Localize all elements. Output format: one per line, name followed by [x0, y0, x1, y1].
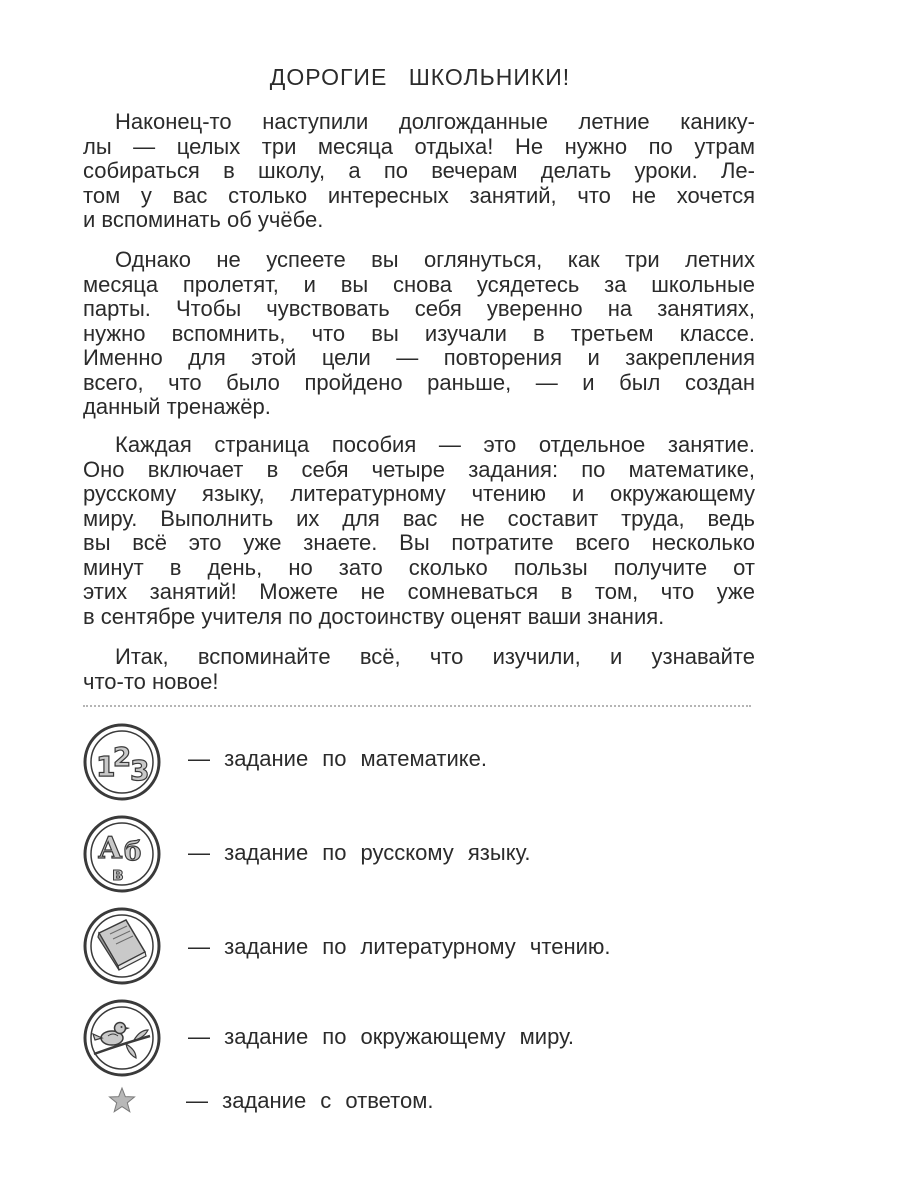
text-line: и вспоминать об учёбе. — [83, 207, 324, 232]
star-icon — [108, 1086, 136, 1114]
text-line: этих занятий! Можете не сомневаться в том, что уже — [83, 579, 755, 604]
text-line: нужно вспомнить, что вы изучали в третьем классе. — [83, 320, 755, 346]
legend-label-math: — задание по математике. — [188, 746, 487, 771]
book-icon — [82, 906, 162, 986]
legend-item-math — [82, 722, 782, 798]
text-line: Наконец-то наступили долгожданные летние каникy- — [115, 109, 755, 134]
text-line: месяца пролетят, и вы снова усядетесь за школьные — [83, 271, 755, 297]
text-line: Итак, вспоминайте всё, что изучили, и узнавайте — [115, 644, 755, 669]
legend-item-russian — [82, 814, 782, 890]
legend-item-reading — [82, 906, 782, 982]
text-line: данный тренажёр. — [83, 394, 271, 419]
legend-label-answer: — задание с ответом. — [186, 1088, 434, 1113]
intro-paragraph-1 — [83, 110, 755, 233]
text-line: в сентябре учителя по достоинству оценят ваши знания. — [83, 603, 665, 629]
intro-paragraph-4 — [83, 645, 755, 694]
svg-text:1: 1 — [96, 750, 116, 783]
svg-text:А: А — [98, 831, 123, 866]
text-line: Именно для этой цели — повторения и закрепления — [83, 345, 755, 370]
svg-text:в: в — [112, 864, 124, 885]
section-divider — [83, 705, 751, 707]
page-title: ДОРОГИЕ ШКОЛЬНИКИ! — [269, 64, 571, 90]
numbers-123-icon — [82, 722, 162, 802]
letters-abv-icon — [82, 814, 162, 894]
svg-text:б: б — [124, 837, 142, 867]
text-line: Оно включает в себя четыре задания: по математике, — [83, 456, 755, 482]
legend-item-world — [82, 998, 782, 1074]
text-line: вы всё это уже знаете. Вы потратите всего несколько — [83, 530, 755, 555]
text-line: парты. Чтобы чувствовать себя уверенно на занятиях, — [83, 296, 755, 321]
text-line: русскому языку, литературному чтению и окружающему — [83, 481, 755, 506]
legend-item-answer — [82, 1086, 782, 1162]
text-line: всего, что было пройдено раньше, — и был создан — [83, 369, 755, 395]
text-line: что-то новое! — [83, 668, 219, 694]
legend-label-russian: — задание по русскому языку. — [188, 840, 531, 865]
bird-on-branch-icon — [82, 998, 162, 1078]
legend-label-reading: — задание по литературному чтению. — [188, 934, 611, 959]
svg-text:3: 3 — [130, 754, 150, 787]
intro-paragraph-3 — [83, 433, 755, 629]
text-line: собираться в школу, а по вечерам делать уроки. Ле- — [83, 158, 755, 183]
text-line: лы — целых три месяца отдыха! Не нужно по утрам — [83, 133, 755, 159]
svg-text:2: 2 — [113, 743, 132, 773]
text-line: миру. Выполнить их для вас не составит труда, ведь — [83, 505, 755, 531]
text-line: минут в день, но зато сколько пользы получите от — [83, 554, 755, 580]
intro-paragraph-2 — [83, 248, 755, 420]
legend-label-world: — задание по окружающему миру. — [188, 1024, 574, 1049]
text-line: том у вас столько интересных занятий, что не хочется — [83, 182, 755, 208]
text-line: Однако не успеете вы оглянуться, как три летних — [115, 247, 755, 272]
text-line: Каждая страница пособия — это отдельное занятие. — [115, 432, 755, 457]
